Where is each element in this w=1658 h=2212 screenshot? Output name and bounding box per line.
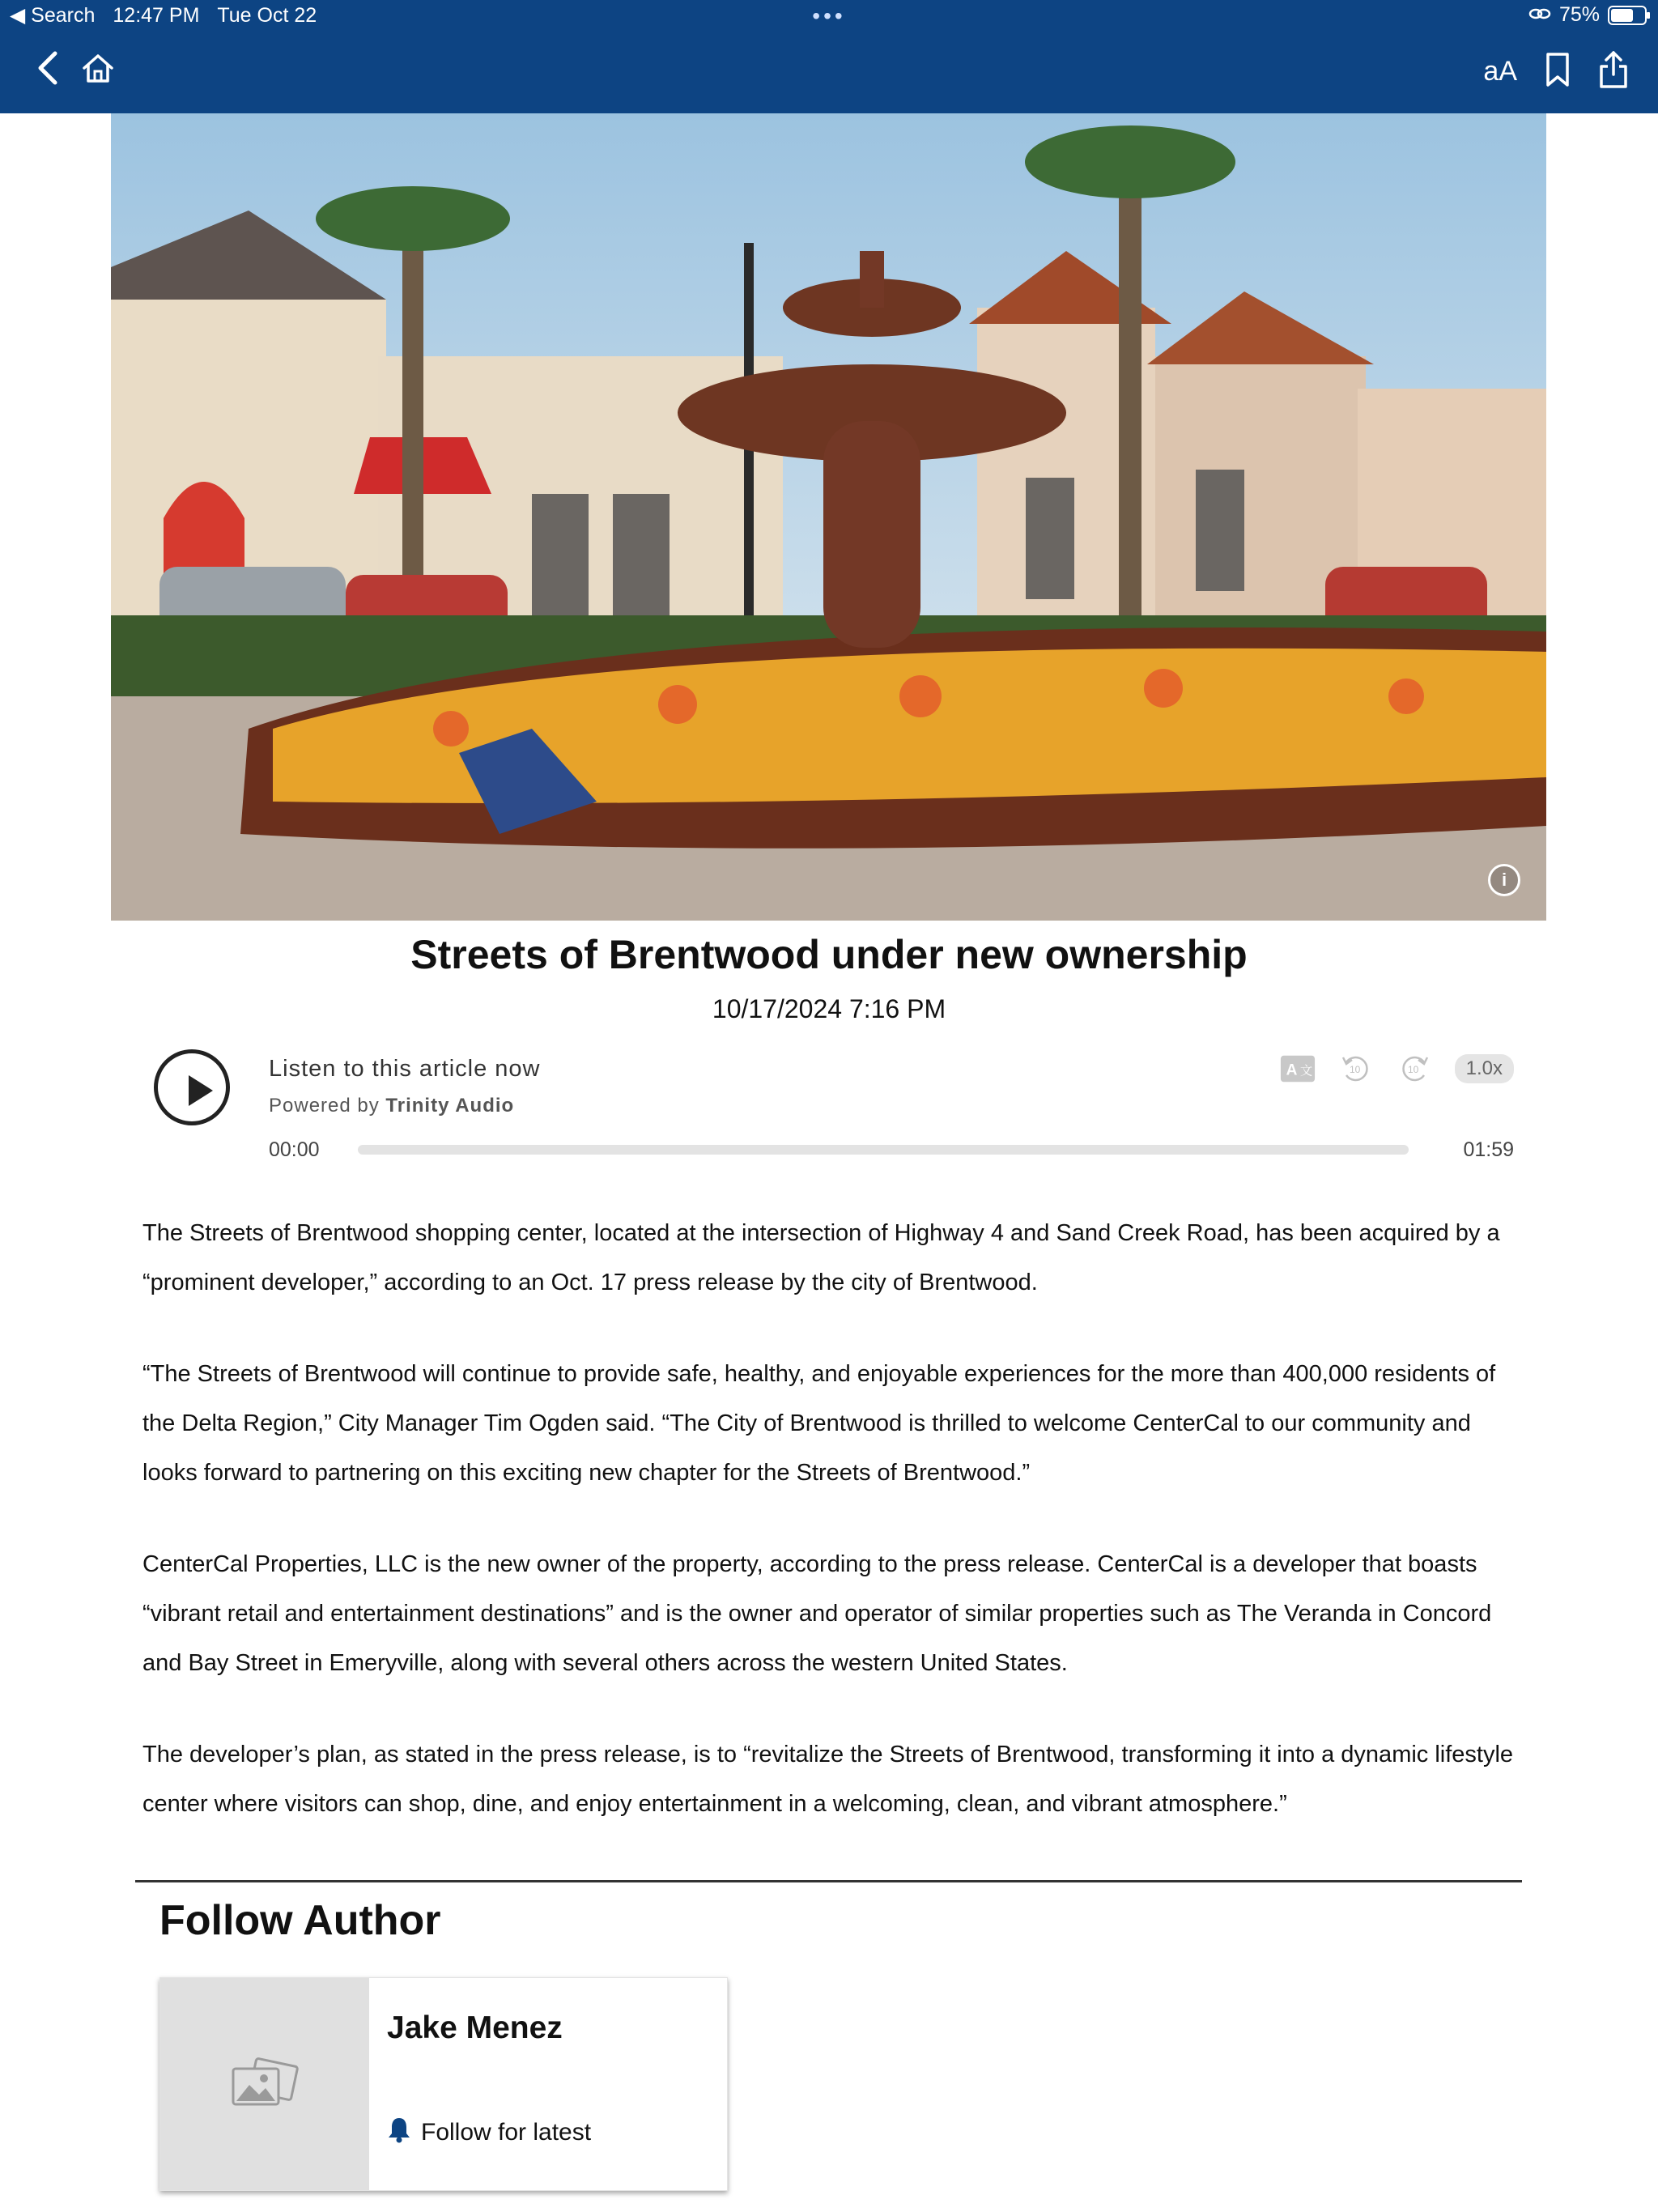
follow-label: Follow for latest	[421, 2119, 592, 2146]
multitasking-dots-icon[interactable]: •••	[812, 3, 846, 28]
playback-speed-button[interactable]: 1.0x	[1455, 1054, 1514, 1083]
bookmark-icon[interactable]	[1545, 52, 1571, 91]
link-icon	[1528, 3, 1551, 27]
image-placeholder-icon	[228, 2056, 301, 2112]
article-paragraph: CenterCal Properties, LLC is the new owner of the property, according to the press release. CenterCal is a developer that boasts “vibrant retail and entertainment destinations” and is the owner and operator of similar properties such as The Veranda in Concord and Bay Street in Emeryville, along with several others across the western United States.	[142, 1551, 1492, 1676]
total-time: 01:59	[1463, 1138, 1514, 1161]
audio-player	[154, 1049, 1514, 1171]
article-paragraph: The Streets of Brentwood shopping center, located at the intersection of Highway 4 and Sand Creek Road, has been acquired by a “prominent developer,” according to an Oct. 17 press release by the city of Brentwood.	[142, 1220, 1500, 1295]
translate-icon[interactable]	[1280, 1053, 1316, 1085]
bell-icon	[387, 2116, 411, 2150]
status-left	[10, 3, 317, 28]
top-bar	[0, 0, 1658, 113]
back-app-label: Search	[31, 4, 96, 27]
article-body	[142, 1209, 1519, 1871]
forward-10-icon[interactable]	[1397, 1053, 1432, 1085]
play-button[interactable]	[154, 1049, 230, 1125]
back-chevron-icon[interactable]	[36, 50, 60, 90]
player-controls	[1280, 1053, 1514, 1085]
current-time: 00:00	[269, 1138, 320, 1161]
progress-bar[interactable]	[358, 1145, 1409, 1155]
nav-bar	[0, 32, 1658, 113]
home-icon[interactable]	[81, 52, 115, 88]
article-date: 10/17/2024 7:16 PM	[712, 994, 946, 1023]
author-image-placeholder	[160, 1978, 369, 2190]
status-bar	[0, 0, 1658, 32]
section-divider	[135, 1880, 1522, 1882]
follow-button[interactable]	[387, 2116, 591, 2150]
svg-text:A: A	[1286, 1061, 1298, 1079]
author-card[interactable]	[159, 1977, 728, 2191]
follow-author-heading: Follow Author	[159, 1897, 441, 1944]
svg-text:文: 文	[1299, 1063, 1312, 1078]
powered-prefix: Powered by	[269, 1095, 380, 1117]
forward-label: 10	[1407, 1064, 1418, 1075]
hero-image	[111, 113, 1546, 921]
article-title: Streets of Brentwood under new ownership	[410, 932, 1248, 977]
hero-photo-illustration	[111, 113, 1546, 921]
powered-brand[interactable]: Trinity Audio	[385, 1095, 515, 1117]
powered-by	[269, 1095, 514, 1117]
text-size-button[interactable]: aA	[1483, 56, 1517, 87]
article-paragraph: “The Streets of Brentwood will continue to provide safe, healthy, and enjoyable experiences for the more than 400,000 residents of the Delta Region,” City Manager Tim Ogden said. “The City of Brentwood is thrilled to welcome CenterCal to our community and looks forward to partnering on this exciting new chapter for the Streets of Brentwood.”	[142, 1361, 1496, 1486]
article-paragraph: The developer’s plan, as stated in the press release, is to “revitalize the Streets of Brentwood, transforming it into a dynamic lifestyle center where visitors can shop, dine, and enjoy entertainment in a welcoming, clean, and vibrant atmosphere.”	[142, 1742, 1514, 1817]
share-icon[interactable]	[1598, 50, 1629, 93]
status-right	[1528, 3, 1647, 27]
rewind-label: 10	[1349, 1064, 1360, 1075]
status-time: 12:47 PM	[113, 3, 200, 27]
battery-percent: 75%	[1558, 3, 1600, 26]
back-to-app-link[interactable]: ◀ Search	[10, 4, 96, 27]
rewind-10-icon[interactable]	[1338, 1053, 1374, 1085]
author-name: Jake Menez	[387, 2010, 563, 2045]
battery-icon	[1608, 6, 1647, 25]
image-info-icon[interactable]: i	[1488, 864, 1520, 896]
listen-label: Listen to this article now	[269, 1056, 541, 1082]
status-date: Tue Oct 22	[217, 3, 317, 27]
